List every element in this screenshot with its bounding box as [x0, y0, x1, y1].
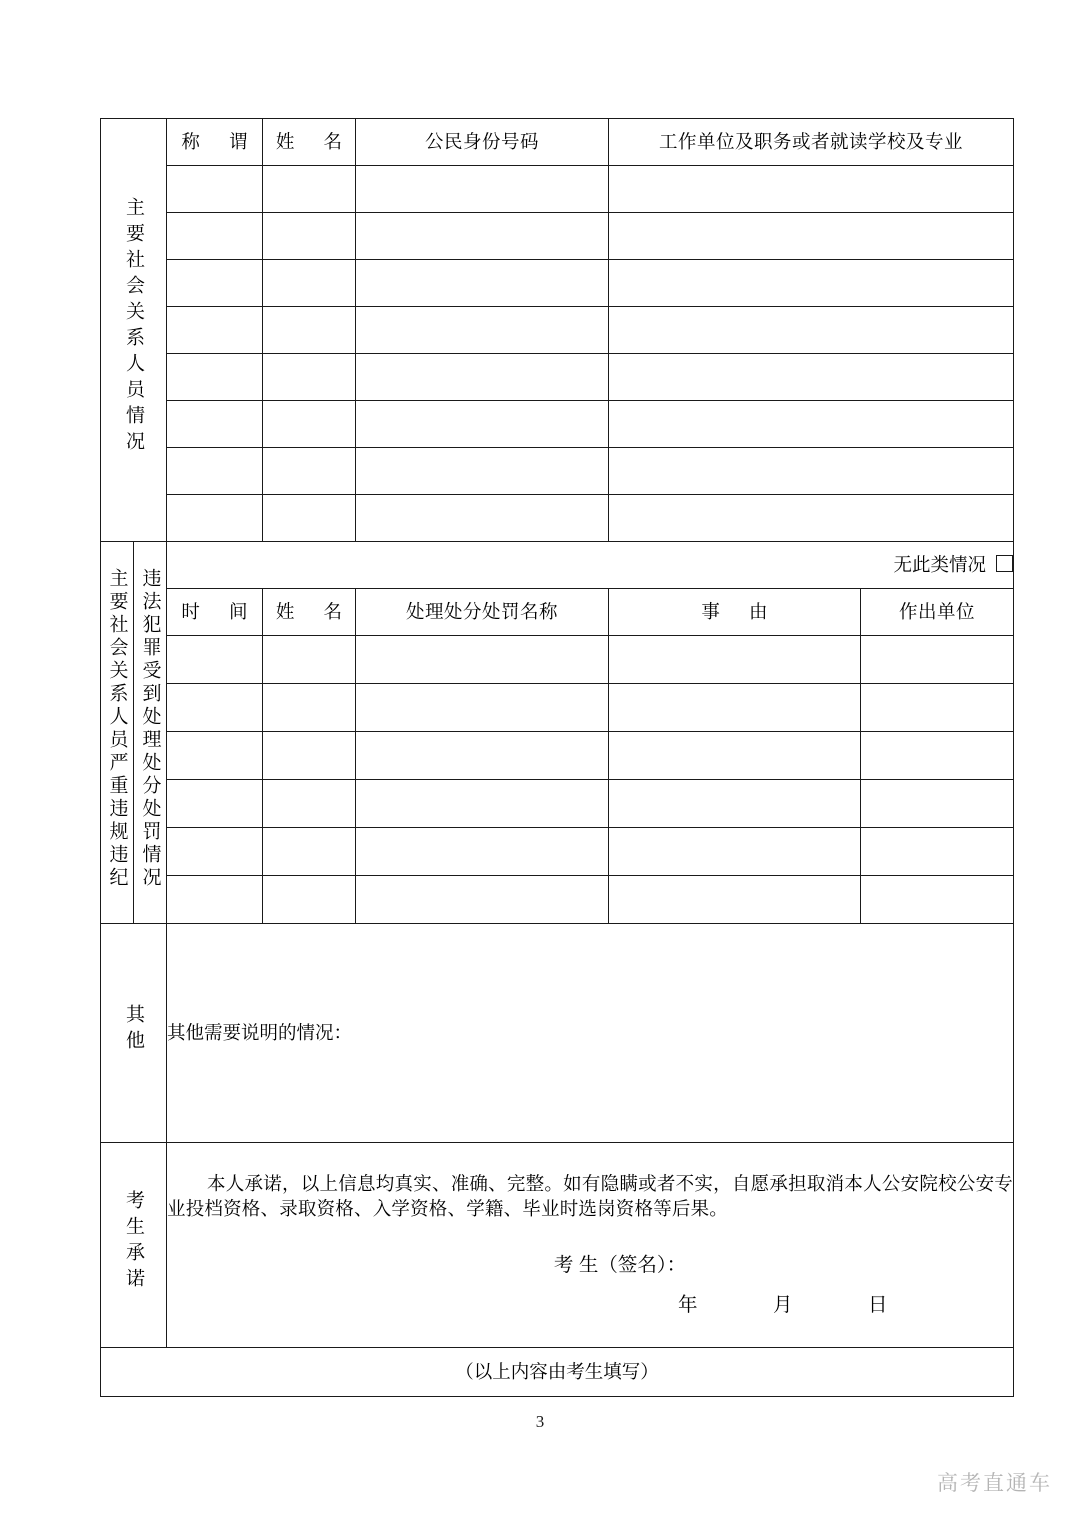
violations-header-row — [101, 589, 1014, 636]
cell-time[interactable] — [167, 780, 263, 828]
cell-reason[interactable] — [609, 828, 861, 876]
column-header-id-number: 公民身份号码 — [356, 119, 609, 166]
cell-name[interactable] — [263, 448, 356, 495]
cell-penalty-name[interactable] — [356, 828, 609, 876]
date-year-label: 年 — [678, 1293, 698, 1316]
application-form-table — [100, 118, 1014, 1397]
cell-name[interactable] — [263, 828, 356, 876]
social-relations-header-row — [101, 119, 1014, 166]
table-row — [101, 732, 1014, 780]
date-month-label: 月 — [773, 1293, 793, 1316]
column-header-name: 姓 名 — [263, 589, 356, 636]
no-case-checkbox[interactable] — [996, 555, 1013, 572]
cell-reason[interactable] — [609, 636, 861, 684]
cell-name[interactable] — [263, 307, 356, 354]
footer-note: （以上内容由考生填写） — [101, 1348, 1014, 1397]
cell-reason[interactable] — [609, 684, 861, 732]
cell-id-number[interactable] — [356, 401, 609, 448]
cell-time[interactable] — [167, 684, 263, 732]
table-row — [101, 780, 1014, 828]
cell-issuing-unit[interactable] — [861, 828, 1014, 876]
pledge-side-label — [101, 1143, 167, 1348]
cell-relation[interactable] — [167, 166, 263, 213]
table-row — [101, 307, 1014, 354]
cell-reason[interactable] — [609, 876, 861, 924]
other-side-label — [101, 924, 167, 1143]
cell-id-number[interactable] — [356, 260, 609, 307]
cell-penalty-name[interactable] — [356, 780, 609, 828]
cell-workplace-school[interactable] — [609, 307, 1014, 354]
violations-side-label-outer — [101, 542, 134, 924]
signature-label: 考 生（签名）： — [553, 1253, 687, 1276]
cell-name[interactable] — [263, 401, 356, 448]
cell-workplace-school[interactable] — [609, 401, 1014, 448]
cell-relation[interactable] — [167, 213, 263, 260]
table-row — [101, 166, 1014, 213]
other-side-label-text: 其他 — [123, 1003, 144, 1056]
cell-penalty-name[interactable] — [356, 732, 609, 780]
violations-side-label-outer-text: 主要社会关系人员严重违规违纪 — [106, 568, 128, 891]
cell-issuing-unit[interactable] — [861, 684, 1014, 732]
cell-name[interactable] — [263, 260, 356, 307]
cell-name[interactable] — [263, 636, 356, 684]
cell-workplace-school[interactable] — [609, 448, 1014, 495]
cell-id-number[interactable] — [356, 354, 609, 401]
no-case-label: 无此类情况 — [893, 553, 987, 575]
cell-relation[interactable] — [167, 495, 263, 542]
cell-name[interactable] — [263, 213, 356, 260]
cell-issuing-unit[interactable] — [861, 780, 1014, 828]
pledge-text: 本人承诺，以上信息均真实、准确、完整。如有隐瞒或者不实，自愿承担取消本人公安院校公安专业投档资格、录取资格、入学资格、学籍、毕业时选岗资格等后果。 — [167, 1172, 1014, 1219]
cell-workplace-school[interactable] — [609, 354, 1014, 401]
cell-name[interactable] — [263, 780, 356, 828]
cell-relation[interactable] — [167, 260, 263, 307]
cell-id-number[interactable] — [356, 166, 609, 213]
cell-id-number[interactable] — [356, 495, 609, 542]
pledge-section-row — [101, 1143, 1014, 1348]
column-header-name: 姓 名 — [263, 119, 356, 166]
table-row — [101, 495, 1014, 542]
other-notes-prompt: 其他需要说明的情况： — [167, 1021, 353, 1043]
cell-reason[interactable] — [609, 780, 861, 828]
signature-line[interactable] — [167, 1252, 1013, 1278]
date-day-label: 日 — [868, 1293, 888, 1316]
cell-name[interactable] — [263, 354, 356, 401]
violations-side-label-inner-text: 违法犯罪受到处理处分处罚情况 — [139, 568, 161, 891]
pledge-side-label-text: 考生承诺 — [123, 1189, 144, 1294]
other-section-row — [101, 924, 1014, 1143]
cell-workplace-school[interactable] — [609, 495, 1014, 542]
page-number: 3 — [535, 1412, 545, 1431]
table-row — [101, 828, 1014, 876]
social-relations-side-label — [101, 119, 167, 542]
cell-name[interactable] — [263, 684, 356, 732]
cell-time[interactable] — [167, 732, 263, 780]
cell-issuing-unit[interactable] — [861, 636, 1014, 684]
column-header-issuing-unit: 作出单位 — [861, 589, 1014, 636]
cell-name[interactable] — [263, 876, 356, 924]
violations-side-label-inner — [134, 542, 167, 924]
table-row — [101, 684, 1014, 732]
table-row — [101, 260, 1014, 307]
cell-reason[interactable] — [609, 732, 861, 780]
cell-id-number[interactable] — [356, 307, 609, 354]
column-header-time: 时 间 — [167, 589, 263, 636]
cell-workplace-school[interactable] — [609, 166, 1014, 213]
cell-penalty-name[interactable] — [356, 876, 609, 924]
cell-penalty-name[interactable] — [356, 636, 609, 684]
cell-name[interactable] — [263, 732, 356, 780]
cell-time[interactable] — [167, 876, 263, 924]
cell-relation[interactable] — [167, 448, 263, 495]
cell-workplace-school[interactable] — [609, 213, 1014, 260]
table-row — [101, 448, 1014, 495]
column-header-relation: 称 谓 — [167, 119, 263, 166]
table-row — [101, 876, 1014, 924]
cell-id-number[interactable] — [356, 213, 609, 260]
watermark: 高考直通车 — [937, 1472, 1052, 1495]
column-header-penalty-name: 处理处分处罚名称 — [356, 589, 609, 636]
pledge-body — [167, 1143, 1014, 1348]
social-relations-side-label-text: 主要社会关系人员情况 — [123, 196, 144, 457]
table-row — [101, 636, 1014, 684]
cell-time[interactable] — [167, 636, 263, 684]
cell-id-number[interactable] — [356, 448, 609, 495]
cell-penalty-name[interactable] — [356, 684, 609, 732]
column-header-reason: 事 由 — [609, 589, 861, 636]
cell-relation[interactable] — [167, 307, 263, 354]
cell-relation[interactable] — [167, 354, 263, 401]
cell-relation[interactable] — [167, 401, 263, 448]
other-notes-area[interactable] — [167, 924, 1014, 1143]
table-row — [101, 401, 1014, 448]
cell-name[interactable] — [263, 495, 356, 542]
column-header-workplace-school: 工作单位及职务或者就读学校及专业 — [609, 119, 1014, 166]
cell-name[interactable] — [263, 166, 356, 213]
table-row — [101, 354, 1014, 401]
table-row — [101, 213, 1014, 260]
date-line[interactable] — [167, 1292, 1013, 1318]
cell-workplace-school[interactable] — [609, 260, 1014, 307]
cell-time[interactable] — [167, 828, 263, 876]
violations-no-case-row — [101, 542, 1014, 589]
no-case-row — [167, 542, 1014, 589]
cell-issuing-unit[interactable] — [861, 732, 1014, 780]
cell-issuing-unit[interactable] — [861, 876, 1014, 924]
footer-note-row — [101, 1348, 1014, 1397]
